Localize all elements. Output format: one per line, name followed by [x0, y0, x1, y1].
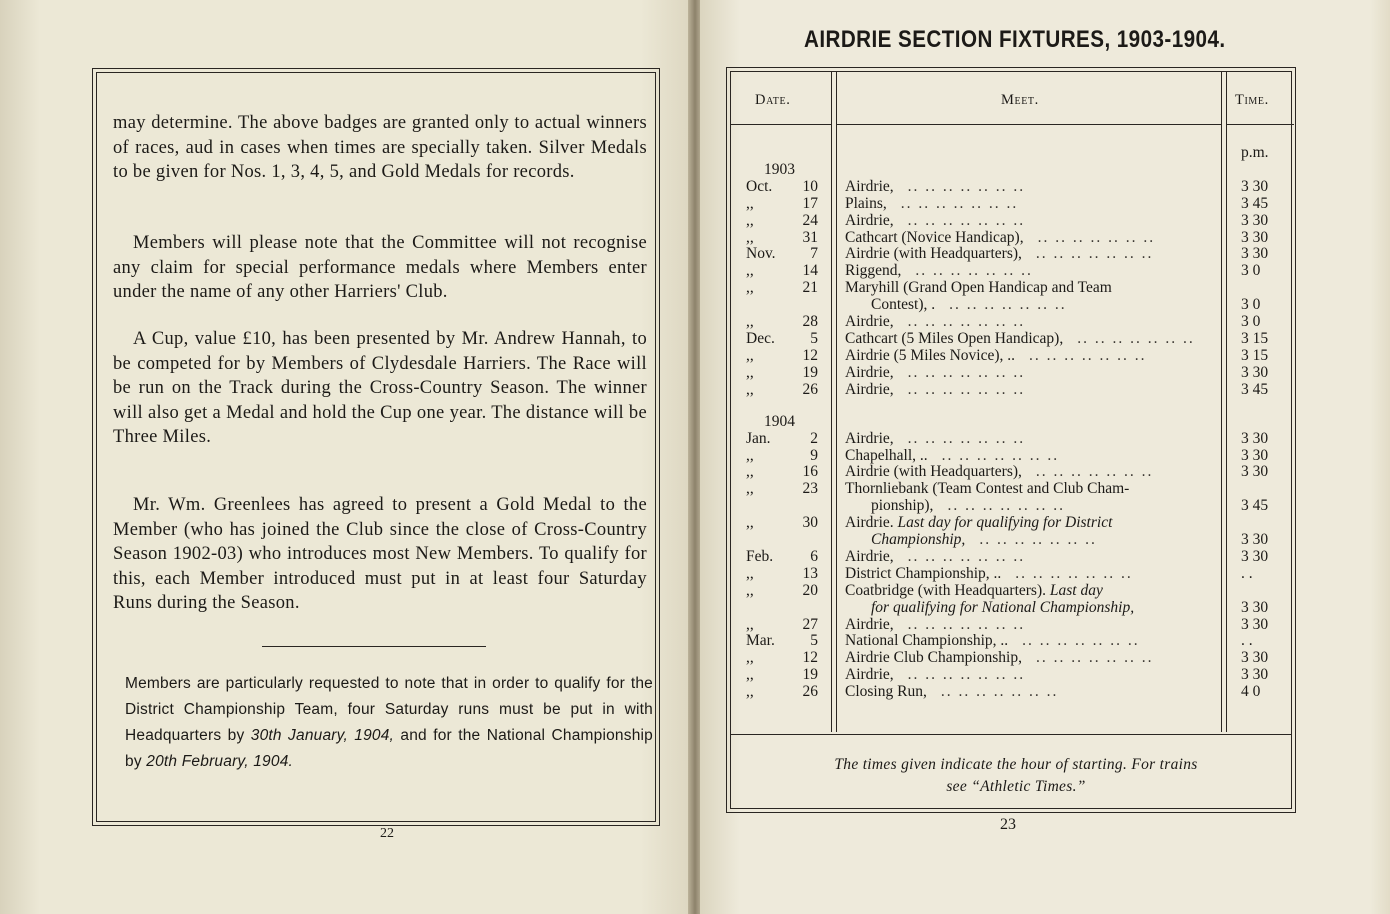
fixture-meet-text: pionship),	[871, 497, 934, 515]
fixture-day: 21	[802, 279, 818, 297]
fixture-meet	[845, 212, 1220, 229]
leader-dots: .. .. .. .. .. .. ..	[949, 296, 1067, 314]
fixture-meet	[845, 313, 1220, 330]
leader-dots: .. .. .. .. .. .. ..	[915, 262, 1033, 280]
fixture-meet	[845, 683, 1220, 700]
fixture-time: . .	[1241, 564, 1253, 582]
fixture-month: ,,	[746, 463, 754, 481]
fixture-month: ,,	[746, 194, 754, 212]
leader-dots: .. .. .. .. .. .. ..	[907, 615, 1026, 633]
fixture-meet	[845, 229, 1220, 246]
notice-date-national: 20th February, 1904.	[146, 753, 294, 770]
fixture-row	[731, 649, 1291, 666]
fixture-row	[731, 447, 1291, 464]
qualification-notice	[125, 671, 653, 775]
fixture-meet-text: Airdrie (with Headquarters),	[845, 463, 1022, 481]
fixture-month: ,,	[746, 211, 754, 229]
fixture-month: Feb.	[746, 547, 774, 565]
fixture-row	[731, 381, 1291, 398]
fixture-day: 26	[802, 683, 818, 701]
fixture-month: Mar.	[746, 632, 775, 650]
fixture-time: 4 0	[1241, 683, 1261, 701]
fixture-time: . .	[1241, 632, 1253, 650]
fixture-time: 3 30	[1241, 446, 1269, 464]
fixture-meet-text: Maryhill (Grand Open Handicap and Team	[845, 279, 1112, 297]
fixture-month: ,,	[746, 581, 754, 599]
fixture-meet	[845, 279, 1220, 296]
fixture-row	[731, 229, 1291, 246]
fixture-time: 3 0	[1241, 296, 1261, 314]
fixture-time: 3 30	[1241, 531, 1269, 548]
fixture-month: Oct.	[746, 177, 773, 195]
leader-dots: .. .. .. .. .. .. ..	[1035, 463, 1154, 481]
fixture-row	[731, 463, 1291, 480]
fixture-day: 9	[810, 446, 818, 464]
fixture-day: 17	[802, 194, 818, 212]
fixture-month: ,,	[746, 446, 754, 464]
fixture-day: 10	[802, 177, 818, 195]
page-number-left: 22	[380, 826, 394, 841]
fixture-meet	[845, 480, 1220, 497]
fixture-row	[731, 330, 1291, 347]
fixture-meet	[845, 262, 1220, 279]
left-page-inner-border	[96, 72, 656, 822]
fixture-row	[731, 313, 1291, 330]
fixture-row	[731, 548, 1291, 565]
fixture-meet	[845, 514, 1220, 531]
leader-dots: .. .. .. .. .. .. ..	[979, 531, 1097, 548]
fixture-month: ,,	[746, 279, 754, 297]
fixture-time: 3 0	[1241, 262, 1261, 280]
fixture-row	[731, 262, 1291, 279]
leader-dots: .. .. .. .. .. .. ..	[907, 313, 1026, 330]
footnote-line-1: The times given indicate the hour of starting. For trains	[834, 756, 1198, 773]
footnote-rule	[731, 734, 1291, 735]
fixture-day: 23	[802, 480, 818, 498]
leader-dots: .. .. .. .. .. .. ..	[1035, 649, 1154, 667]
paragraph-cup: A Cup, value £10, has been presented by Mr. Andrew Hannah, to be competed for by Members of Clydesdale Harriers. The Race will be run on the Track during the Cross-Country Season. The winner will also get a Medal and hold the Cup one year. The distance will be Three Miles.	[113, 329, 647, 447]
season-year: 1903	[764, 160, 795, 178]
fixture-meet-text: District Championship, ..	[845, 564, 1002, 582]
fixture-row	[731, 480, 1291, 497]
fixture-day: 20	[802, 581, 818, 599]
fixture-row	[731, 296, 1291, 313]
leader-dots: .. .. .. .. .. .. ..	[907, 666, 1026, 684]
fixture-row	[731, 599, 1291, 616]
fixture-meet-text: Thornliebank (Team Contest and Club Cham-	[845, 480, 1130, 498]
fixture-meet	[845, 447, 1220, 464]
fixture-day: 26	[802, 380, 818, 398]
header-rule-date	[731, 124, 831, 125]
fixture-row	[731, 195, 1291, 212]
leader-dots: .. .. .. .. .. .. ..	[907, 380, 1026, 398]
fixture-day: 14	[802, 262, 818, 280]
fixture-meet-text: National Championship, ..	[845, 632, 1009, 650]
fixture-day: 12	[802, 649, 818, 667]
fixture-row	[731, 582, 1291, 599]
leader-dots: .. .. .. .. .. .. ..	[1035, 245, 1154, 263]
fixture-day: 2	[810, 429, 818, 447]
fixture-time: 3 30	[1241, 363, 1269, 381]
fixture-meet-text: Airdrie,	[845, 666, 894, 684]
fixture-month: ,,	[746, 615, 754, 633]
fixture-time: 3 30	[1241, 211, 1269, 229]
fixture-day: 24	[802, 211, 818, 229]
fixture-meet	[845, 565, 1220, 582]
fixture-meet-text: Airdrie,	[845, 615, 894, 633]
fixture-meet-text: Airdrie,	[845, 363, 894, 381]
fixture-time: 3 0	[1241, 313, 1261, 330]
time-unit: p.m.	[1241, 144, 1269, 161]
fixture-time: 3 30	[1241, 228, 1269, 246]
fixture-meet-note: Championship,	[871, 531, 966, 548]
fixture-meet-text: Airdrie,	[845, 211, 894, 229]
fixture-meet	[845, 531, 1246, 548]
fixture-row	[731, 565, 1291, 582]
fixture-month: Nov.	[746, 245, 776, 263]
fixture-day: 28	[802, 313, 818, 330]
fixture-meet	[845, 649, 1220, 666]
fixture-meet-text: Closing Run,	[845, 683, 927, 701]
fixture-time: 3 30	[1241, 245, 1269, 263]
fixture-meet-text: Contest), .	[871, 296, 936, 314]
fixture-meet	[845, 548, 1220, 565]
page-number-right: 23	[1000, 816, 1016, 833]
fixture-row	[731, 430, 1291, 447]
fixture-meet-text: Airdrie Club Championship,	[845, 649, 1022, 667]
fixture-meet	[845, 381, 1220, 398]
fixture-meet	[845, 364, 1220, 381]
fixture-month: ,,	[746, 514, 754, 532]
fixture-time: 3 30	[1241, 649, 1269, 667]
fixture-row	[731, 683, 1291, 700]
fixture-month: ,,	[746, 380, 754, 398]
fixture-meet-text: Airdrie (with Headquarters),	[845, 245, 1022, 263]
leader-dots: .. .. .. .. .. .. ..	[1077, 329, 1195, 347]
leader-dots: .. .. .. .. .. .. ..	[940, 683, 1059, 701]
fixture-day: 12	[802, 346, 818, 364]
right-page	[700, 0, 1390, 914]
fixture-meet-note: Last day	[1049, 581, 1103, 599]
fixture-month: ,,	[746, 363, 754, 381]
fixture-meet-text: Airdrie,	[845, 547, 894, 565]
fixture-meet	[845, 195, 1220, 212]
left-page-border	[92, 68, 660, 826]
fixture-meet-text: Airdrie (5 Miles Novice), ..	[845, 346, 1016, 364]
leader-dots: .. .. .. .. .. .. ..	[907, 177, 1026, 195]
fixture-meet-text: Riggend,	[845, 262, 902, 280]
fixture-meet	[845, 666, 1220, 683]
time-unit-row	[731, 144, 1291, 161]
leader-dots: .. .. .. .. .. .. ..	[1037, 228, 1156, 246]
column-header-meet: Meet.	[1001, 92, 1039, 108]
fixture-meet	[845, 296, 1246, 313]
fixture-month: ,,	[746, 564, 754, 582]
fixture-day: 5	[810, 632, 818, 650]
leader-dots: .. .. .. .. .. .. ..	[907, 547, 1026, 565]
fixture-meet-text: Airdrie,	[845, 380, 894, 398]
leader-dots: .. .. .. .. .. .. ..	[1022, 632, 1140, 650]
header-rule-time	[1226, 124, 1294, 125]
fixture-meet	[845, 330, 1220, 347]
fixture-row	[731, 497, 1291, 514]
fixture-meet-note: for qualifying for National Championship,	[871, 598, 1135, 616]
fixture-row	[731, 178, 1291, 195]
fixture-row	[731, 279, 1291, 296]
paragraph-badges: may determine. The above badges are granted only to actual winners of races, aud in cases when times are specially taken. Silver Medals to be given for Nos. 1, 3, 4, 5, and Gold Medals for records.	[113, 113, 647, 182]
fixture-meet	[845, 430, 1220, 447]
fixture-meet-text: Coatbridge (with Headquarters).	[845, 581, 1050, 599]
section-divider	[262, 646, 486, 647]
fixture-time: 3 30	[1241, 598, 1269, 616]
left-page	[0, 0, 690, 914]
fixture-meet-text: Airdrie,	[845, 177, 894, 195]
leader-dots: .. .. .. .. .. .. ..	[941, 446, 1060, 464]
fixture-row	[731, 616, 1291, 633]
fixture-month: ,,	[746, 649, 754, 667]
fixture-time: 3 45	[1241, 497, 1269, 515]
fixture-meet-text: Plains,	[845, 194, 887, 212]
year-row	[731, 413, 1291, 430]
leader-dots: .. .. .. .. .. .. ..	[907, 363, 1026, 381]
fixture-meet-text: Cathcart (Novice Handicap),	[845, 228, 1024, 246]
fixture-day: 31	[802, 228, 818, 246]
fixture-row	[731, 364, 1291, 381]
notice-text-2: and for the National Championship by	[125, 727, 653, 770]
fixture-month: ,,	[746, 480, 754, 498]
fixtures-table-inner-border	[730, 71, 1292, 809]
header-rule-meet	[836, 124, 1221, 125]
notice-text-1: Members are particularly requested to note that in order to qualify for the District Championship Team, four Saturday runs must be put in with Headquarters by	[125, 675, 653, 744]
leader-dots: .. .. .. .. .. .. ..	[907, 211, 1026, 229]
fixtures-table	[726, 67, 1296, 813]
fixture-meet	[845, 497, 1246, 514]
fixture-time: 3 30	[1241, 666, 1269, 684]
fixture-day: 13	[802, 564, 818, 582]
fixture-meet	[845, 347, 1220, 364]
fixture-time: 3 30	[1241, 429, 1269, 447]
fixture-time: 3 15	[1241, 329, 1269, 347]
fixture-day: 16	[802, 463, 818, 481]
fixture-row	[731, 514, 1291, 531]
notice-date-district: 30th January, 1904,	[250, 727, 395, 744]
leader-dots: .. .. .. .. .. .. ..	[907, 429, 1026, 447]
fixture-month: Jan.	[746, 429, 771, 447]
fixture-time: 3 45	[1241, 194, 1269, 212]
footnote-line-2: see “Athletic Times.”	[946, 778, 1086, 795]
fixture-day: 30	[802, 514, 818, 532]
fixture-month: ,,	[746, 313, 754, 330]
fixture-meet-text: Chapelhall, ..	[845, 446, 928, 464]
footnote	[751, 754, 1281, 798]
column-header-date: Date.	[755, 92, 791, 108]
fixture-meet-text: Cathcart (5 Miles Open Handicap),	[845, 329, 1064, 347]
fixture-month: Dec.	[746, 329, 775, 347]
fixtures-title: AIRDRIE SECTION FIXTURES, 1903-1904.	[804, 26, 1226, 53]
fixture-time: 3 30	[1241, 177, 1269, 195]
fixture-meet	[845, 178, 1220, 195]
column-header-time: Time.	[1235, 92, 1269, 108]
leader-dots: .. .. .. .. .. .. ..	[1029, 346, 1147, 364]
fixture-meet-note: Last day for qualifying for District	[897, 514, 1113, 532]
year-row	[731, 161, 1291, 178]
leader-dots: .. .. .. .. .. .. ..	[947, 497, 1065, 515]
fixture-meet	[845, 463, 1220, 480]
paragraph-committee-notice: Members will please note that the Committee will not recognise any claim for special performance medals where Members enter under the name of any other Harriers' Club.	[113, 233, 647, 302]
fixture-day: 6	[810, 547, 818, 565]
fixture-meet	[845, 616, 1220, 633]
fixture-month: ,,	[746, 346, 754, 364]
fixture-meet-text: Airdrie,	[845, 429, 894, 447]
fixture-row	[731, 245, 1291, 262]
fixture-time: 3 15	[1241, 346, 1269, 364]
fixture-month: ,,	[746, 262, 754, 280]
season-year: 1904	[764, 412, 795, 430]
fixture-meet	[845, 245, 1220, 262]
fixture-row	[731, 347, 1291, 364]
fixture-time: 3 30	[1241, 615, 1269, 633]
fixture-row	[731, 632, 1291, 649]
fixture-row	[731, 212, 1291, 229]
fixture-day: 19	[802, 666, 818, 684]
fixture-meet	[845, 632, 1220, 649]
fixture-row	[731, 531, 1291, 548]
fixture-time: 3 30	[1241, 547, 1269, 565]
fixture-month: ,,	[746, 666, 754, 684]
paragraph-gold-medal: Mr. Wm. Greenlees has agreed to present a Gold Medal to the Member (who has joined the Club since the close of Cross-Country Season 1902-03) who introduces most New Members. To qualify for this, each Member introduced must put in at least four Saturday Runs during the Season.	[113, 495, 647, 613]
fixture-meet	[845, 599, 1246, 616]
fixture-row	[731, 666, 1291, 683]
fixture-day: 27	[802, 615, 818, 633]
fixture-day: 7	[810, 245, 818, 263]
fixture-month: ,,	[746, 228, 754, 246]
leader-dots: .. .. .. .. .. .. ..	[1015, 564, 1133, 582]
fixture-day: 5	[810, 329, 818, 347]
fixture-meet-text: Airdrie,	[845, 313, 894, 330]
fixture-meet	[845, 582, 1220, 599]
fixture-day: 19	[802, 363, 818, 381]
fixture-month: ,,	[746, 683, 754, 701]
fixture-time: 3 45	[1241, 380, 1269, 398]
fixture-meet-text: Airdrie.	[845, 514, 898, 532]
fixture-time: 3 30	[1241, 463, 1269, 481]
leader-dots: .. .. .. .. .. .. ..	[900, 194, 1019, 212]
